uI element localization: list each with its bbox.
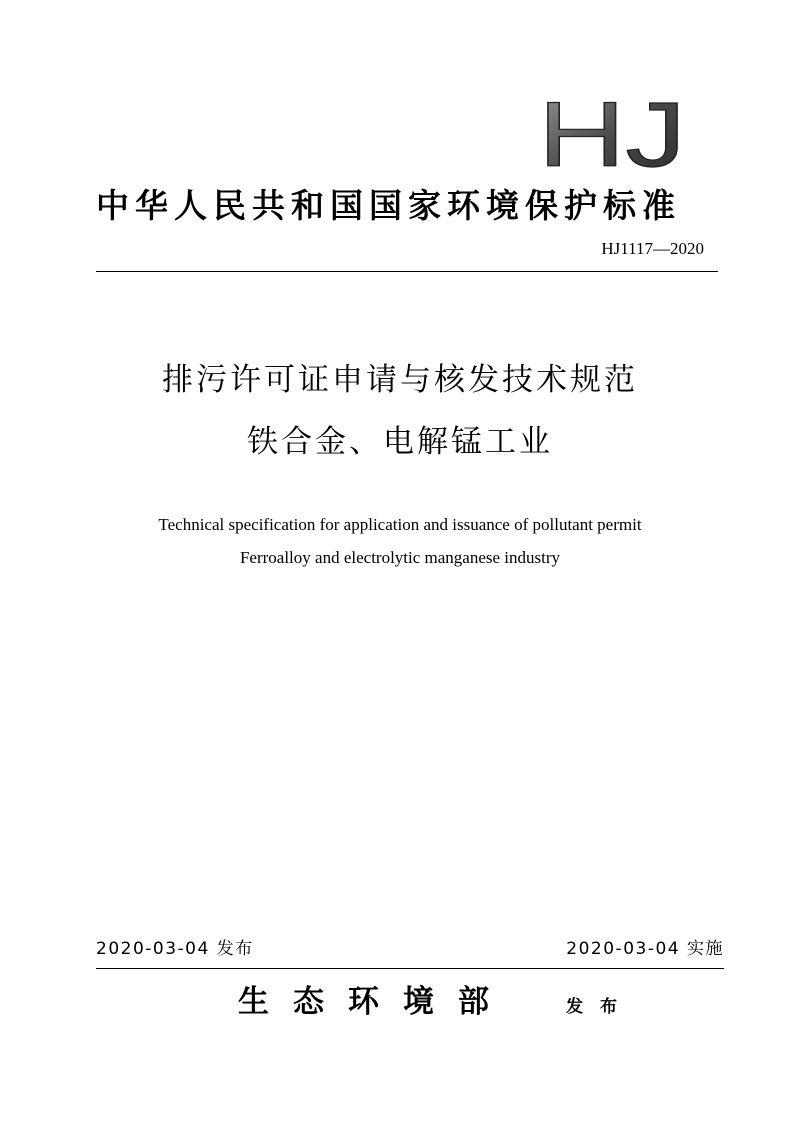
title-en-line2: Ferroalloy and electrolytic manganese industry [239,548,561,567]
header-divider [96,271,718,272]
implement-date: 2020-03-04 实施 [566,939,724,959]
standard-org-title: 中华人民共和国国家环境保护标准 [96,186,681,225]
hj-logo-text: HJ [538,98,686,170]
hj-logo [538,98,688,170]
title-zh-line1: 排污许可证申请与核发技术规范 [162,362,638,398]
issue-date: 2020-03-04 发布 [96,939,254,959]
title-en-line1: Technical specification for application and issuance of pollutant permit [158,515,642,534]
footer-divider [96,968,724,969]
title-zh-line2: 铁合金、电解锰工业 [247,424,553,460]
issuing-ministry: 生态环境部 [238,984,513,1020]
issue-label: 发布 [566,997,634,1017]
standard-code: HJ1117—2020 [601,239,704,258]
